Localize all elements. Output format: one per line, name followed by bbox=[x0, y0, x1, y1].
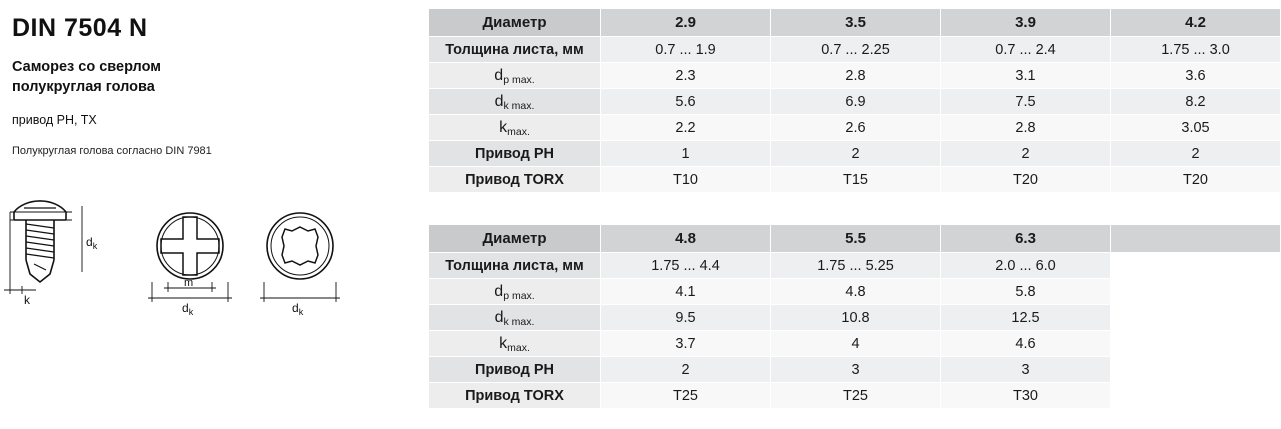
header-empty bbox=[1111, 225, 1281, 253]
row-label: Толщина листа, мм bbox=[429, 253, 601, 279]
row-label: $k_{max.}$ bbox=[429, 331, 601, 357]
cell: 3.6 bbox=[1111, 63, 1281, 89]
header-diameter-3: 3.9 bbox=[941, 9, 1111, 37]
cell: 1.75 ... 4.4 bbox=[601, 253, 771, 279]
cell: 2.6 bbox=[771, 115, 941, 141]
product-subtitle bbox=[12, 57, 412, 97]
table-row bbox=[429, 305, 1281, 331]
row-label: Привод TORX bbox=[429, 383, 601, 409]
cell: T15 bbox=[771, 167, 941, 193]
header-label: Диаметр bbox=[429, 225, 601, 253]
cell: 0.7 ... 1.9 bbox=[601, 37, 771, 63]
cell: 2 bbox=[601, 357, 771, 383]
cell: 4.1 bbox=[601, 279, 771, 305]
header-diameter-3: 6.3 bbox=[941, 225, 1111, 253]
row-label: Привод PH bbox=[429, 141, 601, 167]
cell: 1.75 ... 5.25 bbox=[771, 253, 941, 279]
dimension-label-dk-torx: $d_k$ bbox=[292, 301, 304, 317]
cell: 6.9 bbox=[771, 89, 941, 115]
header-diameter-2: 3.5 bbox=[771, 9, 941, 37]
header-diameter-1: 2.9 bbox=[601, 9, 771, 37]
table-row bbox=[429, 141, 1281, 167]
cell: 3 bbox=[771, 357, 941, 383]
header-diameter-1: 4.8 bbox=[601, 225, 771, 253]
cell-empty bbox=[1111, 331, 1281, 357]
cell: 8.2 bbox=[1111, 89, 1281, 115]
row-label: $d_{p max.}$ bbox=[429, 279, 601, 305]
row-label: Привод PH bbox=[429, 357, 601, 383]
cell: 2.8 bbox=[771, 63, 941, 89]
cell: 0.7 ... 2.25 bbox=[771, 37, 941, 63]
cell: 2.2 bbox=[601, 115, 771, 141]
product-subtitle-line-1: Саморез со сверлом bbox=[12, 59, 161, 75]
cell-empty bbox=[1111, 305, 1281, 331]
cell: 5.6 bbox=[601, 89, 771, 115]
cell: 4.6 bbox=[941, 331, 1111, 357]
row-label: $k_{max.}$ bbox=[429, 115, 601, 141]
table-row bbox=[429, 167, 1281, 193]
product-subtitle-line-2: полукруглая голова bbox=[12, 79, 155, 95]
cell: 2.0 ... 6.0 bbox=[941, 253, 1111, 279]
header-label: Диаметр bbox=[429, 9, 601, 37]
cell: 2 bbox=[1111, 141, 1281, 167]
table-header-row bbox=[429, 9, 1281, 37]
cell: 3.1 bbox=[941, 63, 1111, 89]
cell-empty bbox=[1111, 253, 1281, 279]
table-row bbox=[429, 115, 1281, 141]
cell: 7.5 bbox=[941, 89, 1111, 115]
spec-table-1-wrapper bbox=[428, 8, 1281, 193]
cell: 1 bbox=[601, 141, 771, 167]
drive-type-text: привод PH, TX bbox=[12, 113, 97, 127]
cell-empty bbox=[1111, 357, 1281, 383]
header-diameter-4: 4.2 bbox=[1111, 9, 1281, 37]
cell: T10 bbox=[601, 167, 771, 193]
row-label: $d_{k max.}$ bbox=[429, 305, 601, 331]
standard-note-text: Полукруглая голова согласно DIN 7981 bbox=[12, 145, 212, 157]
row-label: Привод TORX bbox=[429, 167, 601, 193]
row-label: Толщина листа, мм bbox=[429, 37, 601, 63]
cell: T20 bbox=[1111, 167, 1281, 193]
cell: 3.7 bbox=[601, 331, 771, 357]
cell: 3.05 bbox=[1111, 115, 1281, 141]
spec-table-2-wrapper bbox=[428, 224, 1281, 409]
table-row bbox=[429, 331, 1281, 357]
cell: 10.8 bbox=[771, 305, 941, 331]
cell: 2 bbox=[941, 141, 1111, 167]
cell: 0.7 ... 2.4 bbox=[941, 37, 1111, 63]
table-row bbox=[429, 253, 1281, 279]
cell: 1.75 ... 3.0 bbox=[1111, 37, 1281, 63]
table-row bbox=[429, 63, 1281, 89]
cell: 4.8 bbox=[771, 279, 941, 305]
row-label: $d_{p max.}$ bbox=[429, 63, 601, 89]
row-label: $d_{k max.}$ bbox=[429, 89, 601, 115]
table-row bbox=[429, 279, 1281, 305]
dimension-label-dk-phillips: $d_k$ bbox=[182, 301, 194, 317]
dimension-label-m: m bbox=[184, 277, 194, 289]
table-row bbox=[429, 383, 1281, 409]
cell: 3 bbox=[941, 357, 1111, 383]
cell-empty bbox=[1111, 383, 1281, 409]
cell: 12.5 bbox=[941, 305, 1111, 331]
table-header-row bbox=[429, 225, 1281, 253]
table-row bbox=[429, 37, 1281, 63]
cell: T30 bbox=[941, 383, 1111, 409]
cell: T25 bbox=[771, 383, 941, 409]
header-diameter-2: 5.5 bbox=[771, 225, 941, 253]
dimension-label-dk-side: $d_k$ bbox=[86, 235, 98, 251]
screw-drawing-svg bbox=[0, 198, 420, 318]
cell: 2 bbox=[771, 141, 941, 167]
table-row bbox=[429, 357, 1281, 383]
spec-table-2 bbox=[428, 224, 1281, 409]
page-title: DIN 7504 N bbox=[12, 14, 148, 42]
cell: 2.3 bbox=[601, 63, 771, 89]
cell: 4 bbox=[771, 331, 941, 357]
cell: 9.5 bbox=[601, 305, 771, 331]
screw-technical-drawing bbox=[0, 198, 420, 318]
table-row bbox=[429, 89, 1281, 115]
cell: 5.8 bbox=[941, 279, 1111, 305]
cell-empty bbox=[1111, 279, 1281, 305]
cell: 2.8 bbox=[941, 115, 1111, 141]
dimension-label-k: k bbox=[24, 293, 30, 307]
cell: T25 bbox=[601, 383, 771, 409]
cell: T20 bbox=[941, 167, 1111, 193]
spec-table-1 bbox=[428, 8, 1281, 193]
